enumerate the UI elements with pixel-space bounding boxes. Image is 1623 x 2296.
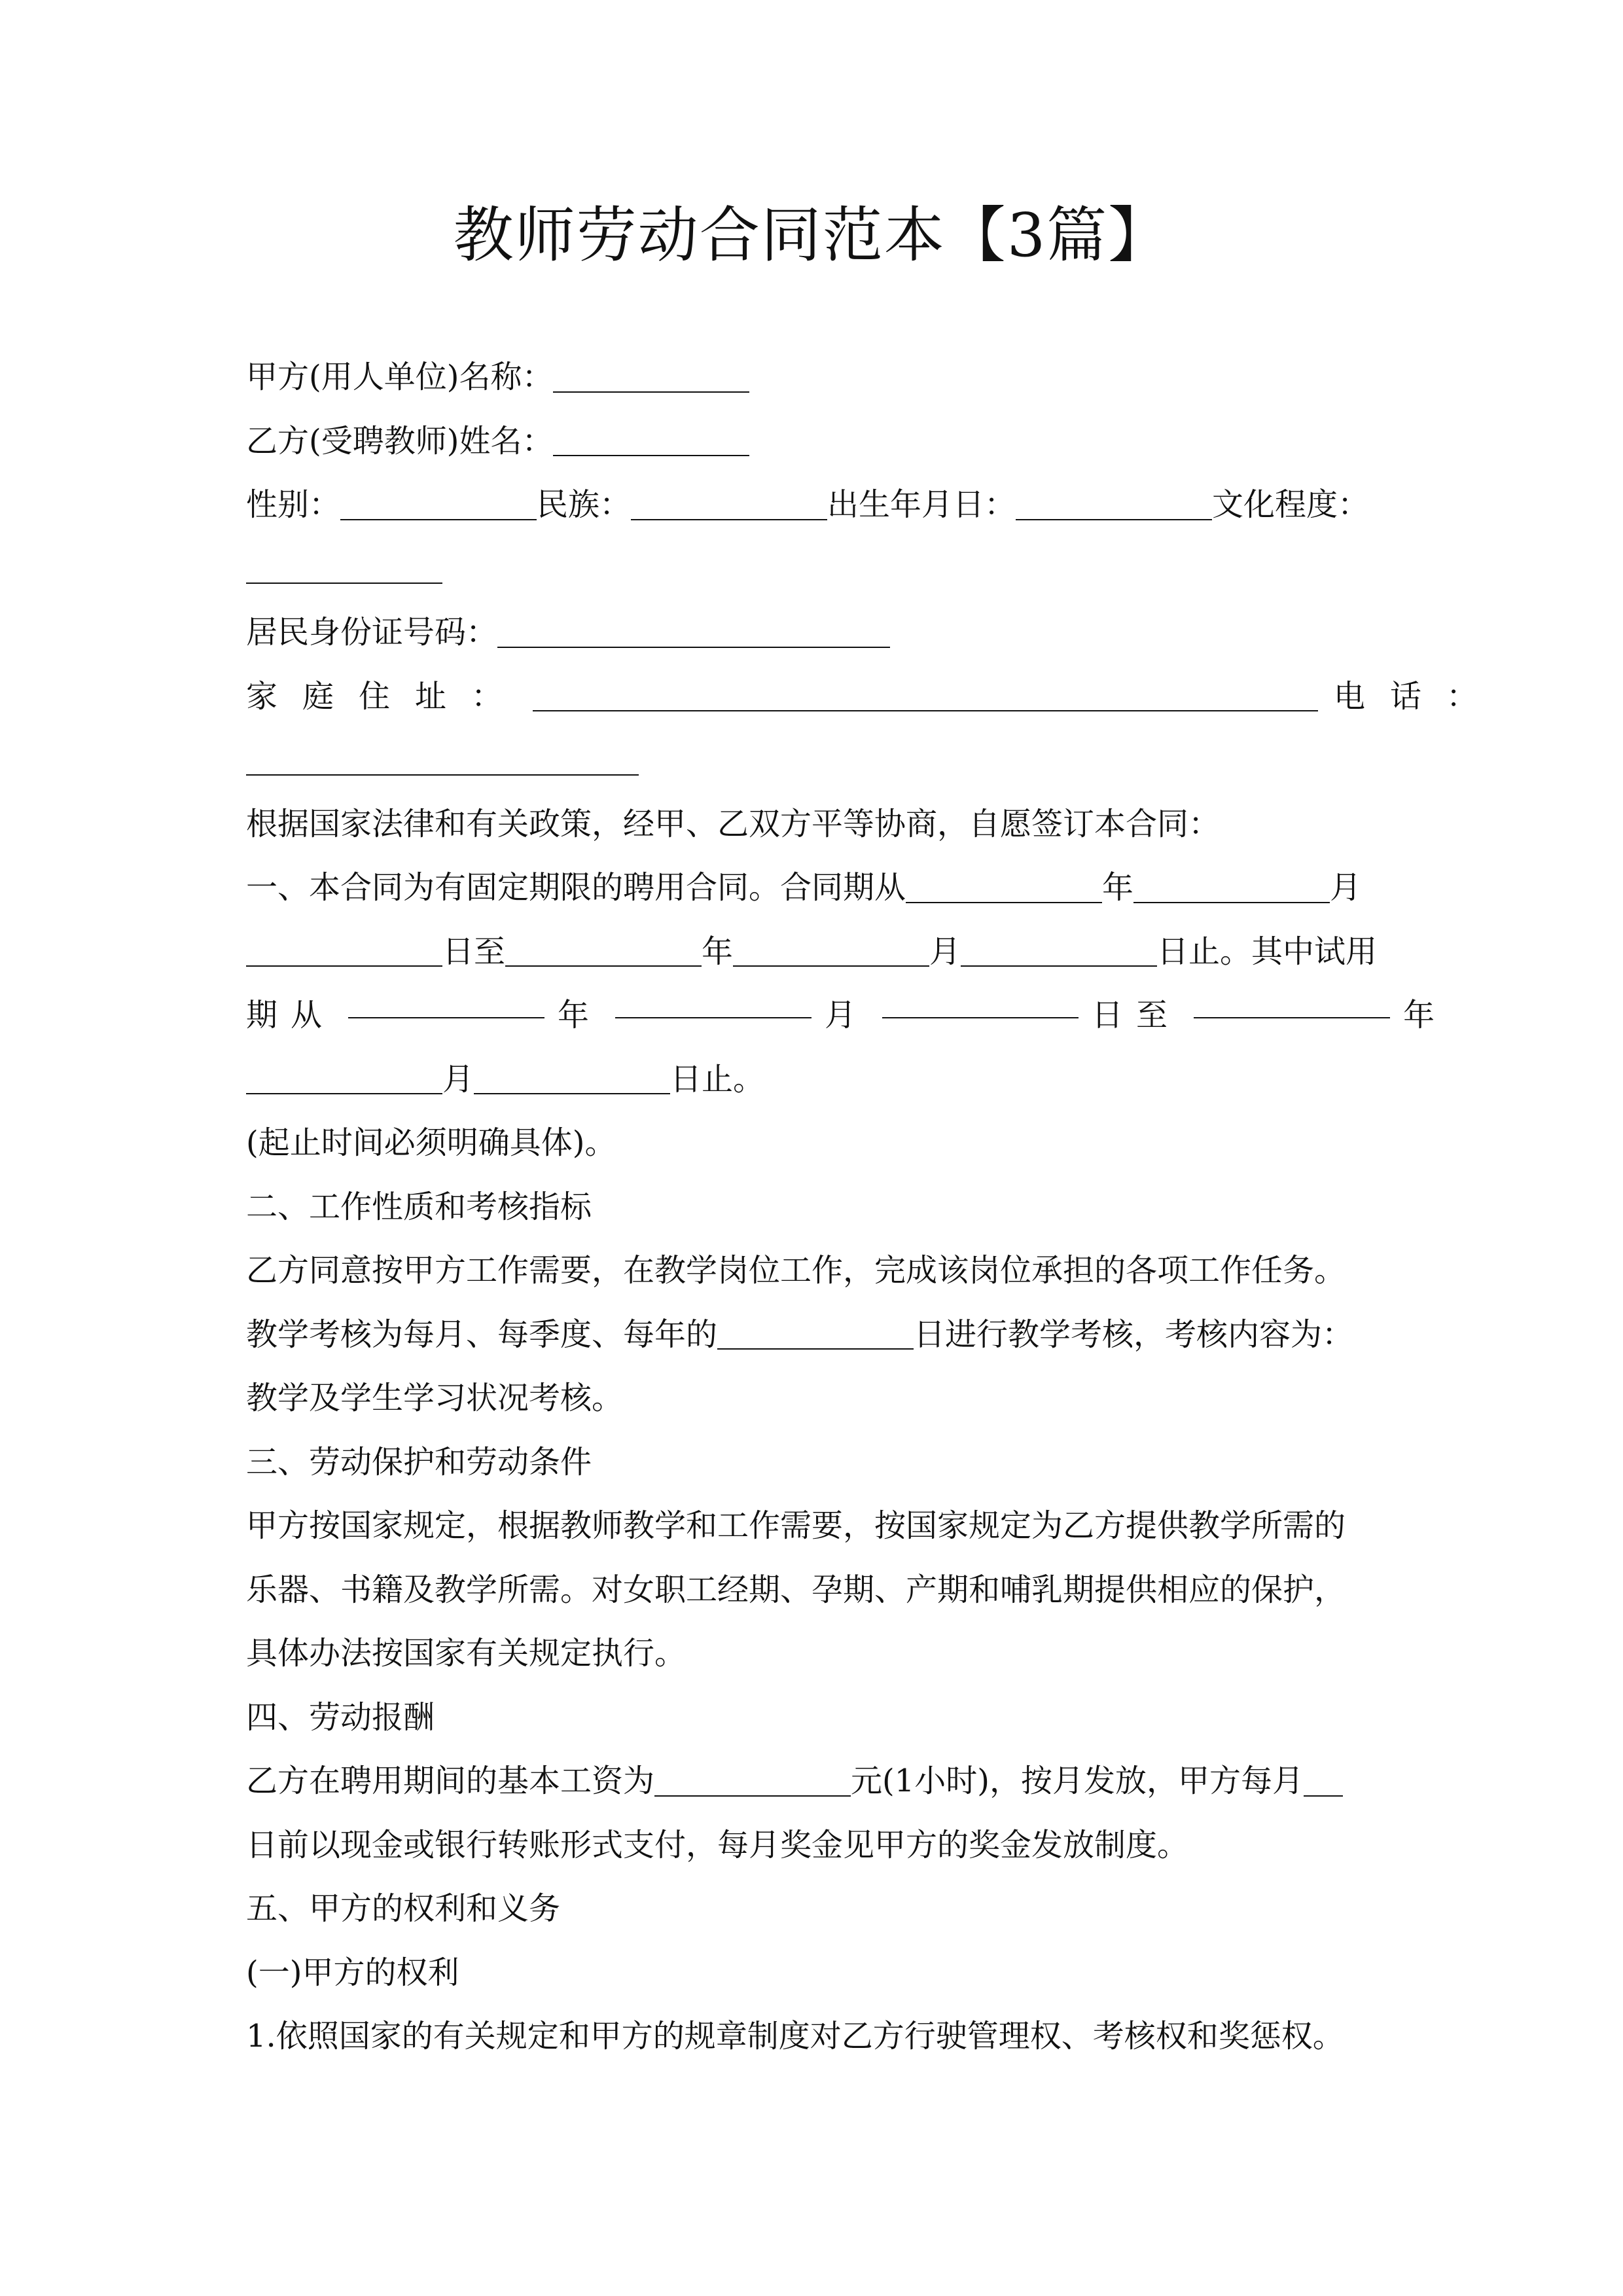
ethnicity-blank[interactable] — [631, 519, 827, 520]
address-label: 家庭住址： — [246, 677, 528, 715]
year-label: 年 — [702, 933, 734, 970]
trial-to-month-blank[interactable] — [246, 1093, 442, 1094]
pay-day-blank[interactable] — [1304, 1795, 1343, 1797]
day-end-trial-label: 日止。其中试用 — [1157, 933, 1378, 970]
section4-para2: 日前以现金或银行转账形式支付，每月奖金见甲方的奖金发放制度。 — [246, 1826, 1189, 1863]
section5-item1: 1.依照国家的有关规定和甲方的规章制度对乙方行驶管理权、考核权和奖惩权。 — [246, 2018, 1344, 2054]
contract-body — [246, 346, 1503, 2069]
contract-from-day-blank[interactable] — [246, 965, 442, 967]
ethnicity-label: 民族： — [537, 486, 632, 523]
s4-p1a: 乙方在聘用期间的基本工资为 — [246, 1763, 655, 1799]
trial-to-year-blank[interactable] — [1194, 1017, 1390, 1018]
trial-from-month-blank[interactable] — [615, 1017, 812, 1018]
year-label: 年 — [1102, 869, 1134, 906]
birthdate-blank[interactable] — [1016, 519, 1212, 520]
party-b-label: 乙方(受聘教师)姓名： — [246, 422, 554, 459]
party-a-blank[interactable] — [553, 391, 749, 393]
clause1-line3 — [246, 984, 1448, 1048]
id-blank[interactable] — [497, 647, 890, 648]
section3-heading: 三、劳动保护和劳动条件 — [246, 1443, 592, 1480]
gender-blank[interactable] — [340, 519, 537, 520]
clause1-line4 — [246, 1048, 1398, 1112]
education-blank-line — [246, 537, 1398, 601]
trial-from-label: 期从 — [246, 997, 336, 1033]
section2-para1: 乙方同意按甲方工作需要，在教学岗位工作，完成该岗位承担的各项工作任务。 — [246, 1252, 1346, 1289]
month-label: 月 — [929, 933, 961, 970]
party-a-line — [246, 346, 1398, 410]
section3-para2: 乐器、书籍及教学所需。对女职工经期、孕期、产期和哺乳期提供相应的保护， — [246, 1571, 1346, 1608]
clause1-line1 — [246, 856, 1398, 920]
phone-blank-line — [246, 728, 1398, 793]
assessment-day-blank[interactable] — [717, 1348, 914, 1350]
id-label: 居民身份证号码： — [246, 614, 498, 651]
birthdate-label: 出生年月日： — [827, 486, 1016, 523]
section3-para1: 甲方按国家规定，根据教师教学和工作需要，按国家规定为乙方提供教学所需的 — [246, 1507, 1346, 1544]
phone-label: 电话： — [1334, 677, 1503, 715]
section2-para3: 教学及学生学习状况考核。 — [246, 1380, 624, 1416]
day-to-label: 日至 — [1092, 997, 1181, 1033]
s2-p2a: 教学考核为每月、每季度、每年的 — [246, 1316, 718, 1353]
year-label: 年 — [1403, 997, 1448, 1033]
contract-from-year-blank[interactable] — [906, 902, 1102, 903]
section3-para3: 具体办法按国家有关规定执行。 — [246, 1635, 687, 1672]
section2-heading: 二、工作性质和考核指标 — [246, 1188, 592, 1225]
s4-p1b: 元(1小时)，按月发放，甲方每月 — [851, 1763, 1304, 1799]
base-salary-blank[interactable] — [654, 1795, 851, 1797]
contract-from-month-blank[interactable] — [1133, 902, 1330, 903]
year-label: 年 — [558, 997, 603, 1033]
section2-para2 — [246, 1303, 1398, 1367]
trial-from-year-blank[interactable] — [348, 1017, 544, 1018]
day-end-label: 日止。 — [670, 1060, 765, 1098]
gender-label: 性别： — [246, 486, 341, 523]
page-title: 教师劳动合同范本【3篇】 — [453, 200, 1170, 270]
trial-to-day-blank[interactable] — [474, 1093, 670, 1094]
month-label: 月 — [442, 1060, 474, 1098]
party-b-blank[interactable] — [553, 455, 749, 456]
address-line — [246, 665, 1503, 729]
contract-to-month-blank[interactable] — [733, 965, 929, 967]
preamble: 根据国家法律和有关政策，经甲、乙双方平等协商，自愿签订本合同： — [246, 805, 1221, 842]
trial-from-day-blank[interactable] — [882, 1017, 1079, 1018]
phone-blank[interactable] — [246, 774, 639, 776]
section4-para1 — [246, 1749, 1398, 1814]
note: (起止时间必须明确具体)。 — [246, 1124, 616, 1161]
education-blank[interactable] — [246, 583, 442, 584]
month-label: 月 — [1330, 869, 1362, 906]
section4-heading: 四、劳动报酬 — [246, 1698, 435, 1736]
contract-to-day-blank[interactable] — [961, 965, 1157, 967]
party-a-label: 甲方(用人单位)名称： — [246, 359, 554, 395]
personal-info-line — [246, 473, 1398, 537]
s2-p2b: 日进行教学考核，考核内容为： — [914, 1316, 1354, 1353]
contract-to-year-blank[interactable] — [505, 965, 702, 967]
month-label: 月 — [825, 997, 870, 1033]
day-to-label: 日至 — [442, 933, 506, 970]
party-b-line — [246, 410, 1398, 474]
education-label: 文化程度： — [1212, 486, 1370, 523]
address-blank[interactable] — [533, 710, 1318, 711]
clause1-line2 — [246, 920, 1398, 984]
section5-heading: 五、甲方的权利和义务 — [246, 1890, 561, 1927]
id-line — [246, 601, 1398, 665]
clause1-start: 一、本合同为有固定期限的聘用合同。合同期从 — [246, 869, 906, 906]
section5-sub1: (一)甲方的权利 — [246, 1954, 459, 1991]
